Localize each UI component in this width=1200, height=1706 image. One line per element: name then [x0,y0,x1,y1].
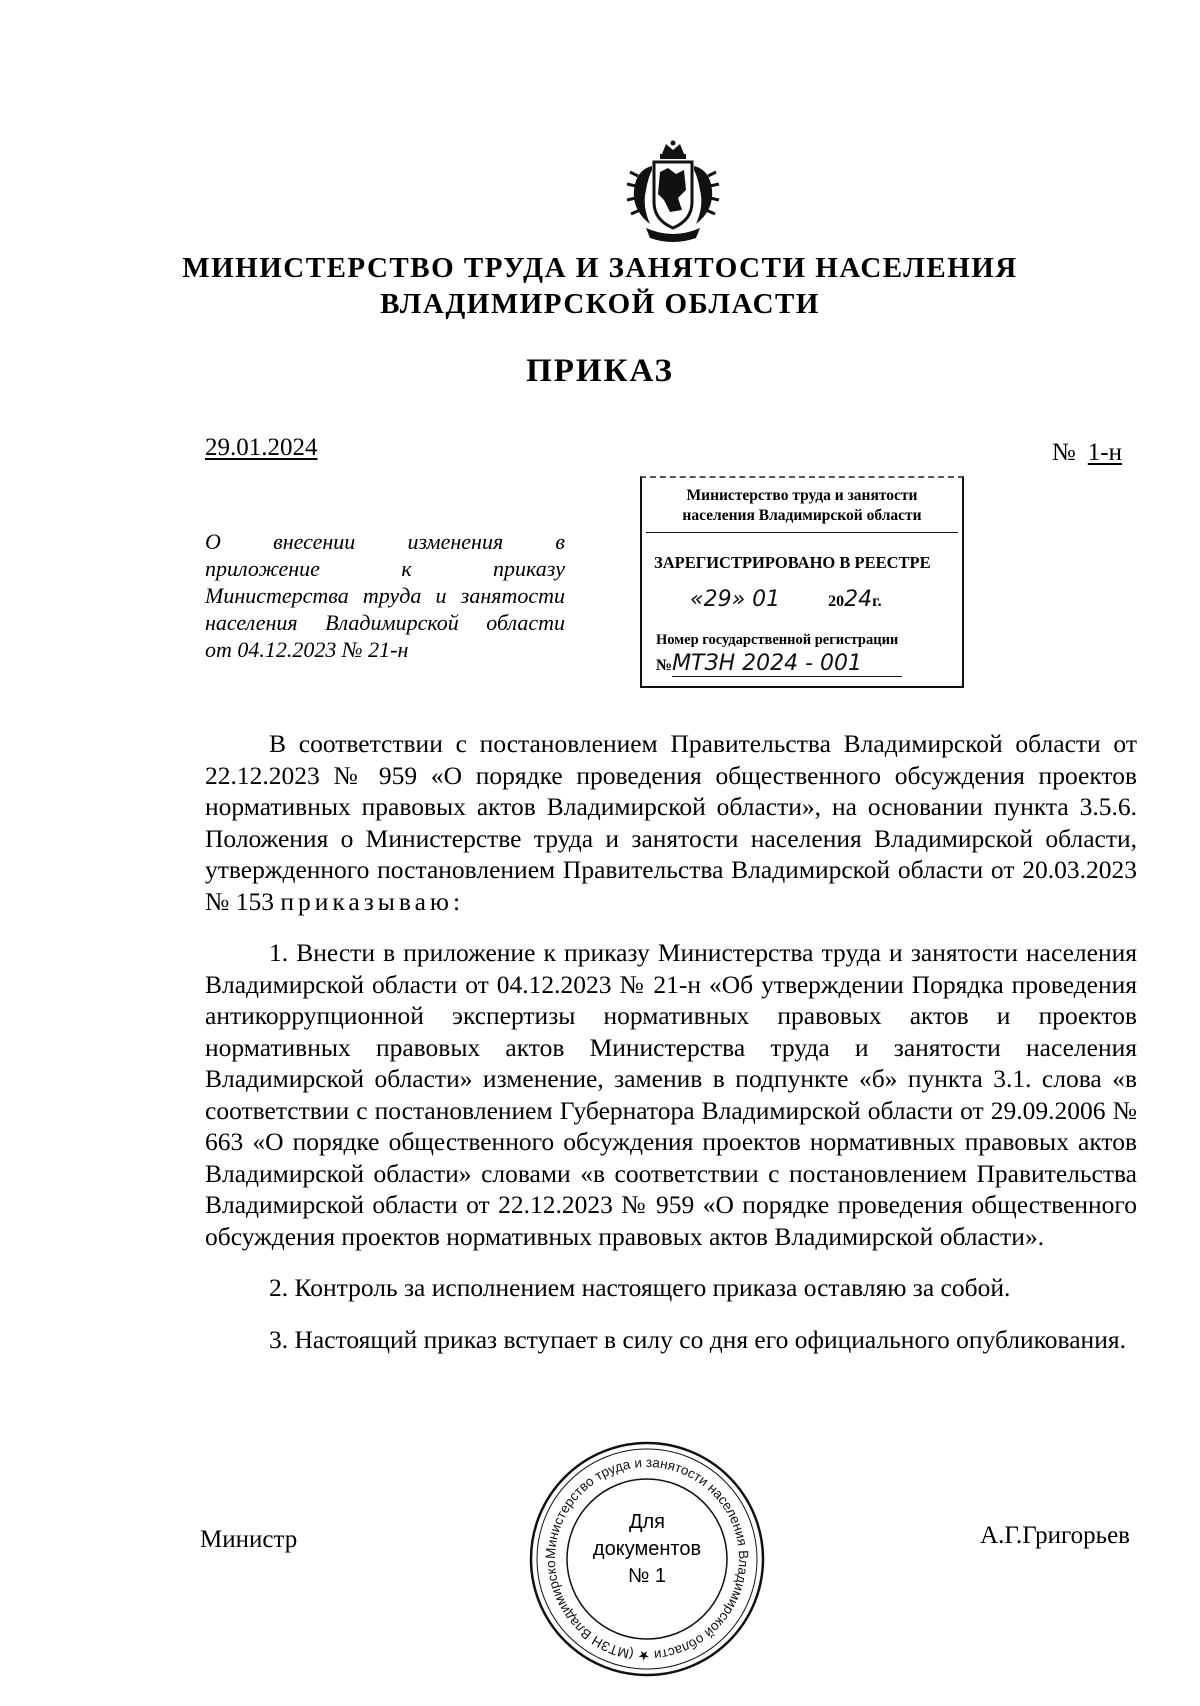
number-value: 1-н [1087,439,1122,466]
stamp-org-line-2: населения Владимирской области [682,507,922,524]
seal-ring-text: Министерство труда и занятости населения Владимирской области ★ (МТЗН Владимирско [542,1454,752,1664]
stamp-date [690,587,962,612]
official-seal [527,1439,767,1679]
seal-center-text [527,1509,767,1590]
stamp-date-year-prefix: 20 [828,593,845,610]
stamp-org-line-1: Министерство труда и занятости [686,487,918,504]
stamp-date-year-suffix: 24 [844,587,873,612]
number-prefix: № [1051,439,1076,466]
subject-line: Министерства труда и занятости [205,583,565,608]
subject-line: О внесении изменения в [205,529,565,554]
stamp-reg-number-prefix: № [656,657,673,674]
seal-line-1: Для [628,1511,666,1533]
stamp-reg-number-label: Номер государственной регистрации [656,632,899,648]
body-paragraph: 1. Внести в приложение к приказу Министерства труда и занятости населения Владимирской области от 04.12.2023 № 21-н «Об утверждении Порядка проведения антикоррупционной экспертизы нормативных правовых актов и проектов нормативных правовых актов Министерства труда и занятости населения Владимирской области» изменение, заменив в подпункте «б» пункта 3.1. слова «в соответствии с постановлением Губернатора Владимирской области от 29.09.2006 № 663 «О порядке общественного обсуждения проектов нормативных правовых актов Владимирской области» словами «в соответствии с постановлением Правительства Владимирской области от 22.12.2023 № 959 «О порядке проведения общественного обсуждения проектов нормативных правовых актов Владимирской области». [205,938,1137,1251]
seal-line-2: документов [592,1538,702,1560]
body-paragraph [205,728,1137,917]
subject-line: от 04.12.2023 № 21-н [205,637,409,662]
signer-position: Министр [200,1526,298,1553]
body-paragraph: 3. Настоящий приказ вступает в силу со дня его официального опубликования. [269,1324,1126,1354]
signer-name: А.Г.Григорьев [980,1522,1130,1549]
coat-of-arms-icon [624,140,722,244]
document-type: ПРИКАЗ [526,353,674,389]
body-paragraph-text: В соответствии с постановлением Правительства Владимирской области от 22.12.2023 № 959 «О порядке проведения общественного обсуждения проектов нормативных правовых актов Владимирской области», на основании пункта 3.5.6. Положения о Министерстве труда и занятости населения Владимирской области, утвержденного постановлением Правительства Владимирской области от 20.03.2023 № 153 [205,729,1137,916]
stamp-divider [646,532,958,533]
body-paragraph-spaced: приказываю: [280,886,465,916]
order-number [1052,439,1128,467]
stamp-date-g: г. [872,593,882,610]
stamp-date-day: «29» 01 [690,587,781,612]
body-paragraph: 2. Контроль за исполнением настоящего приказа оставляю за собой. [269,1273,1011,1302]
order-date: 29.01.2024 [205,434,318,461]
subject-line: населения Владимирской области [205,610,565,635]
stamp-reg-number-value: МТЗН 2024 - 001 [672,651,902,677]
stamp-registered: ЗАРЕГИСТРИРОВАНО В РЕЕСТРЕ [654,553,931,572]
subject-line: приложение к приказу [205,556,565,581]
ministry-line-1: МИНИСТЕРСТВО ТРУДА И ЗАНЯТОСТИ НАСЕЛЕНИЯ [182,252,1018,284]
seal-line-3: № 1 [627,1565,667,1587]
order-subject [205,528,565,663]
stamp-reg-number [656,651,962,676]
ministry-line-2: ВЛАДИМИРСКОЙ ОБЛАСТИ [380,288,820,320]
stamp-org [642,486,962,526]
registration-stamp [640,476,964,688]
ministry-name [150,250,1050,322]
document-body [205,728,1137,1375]
